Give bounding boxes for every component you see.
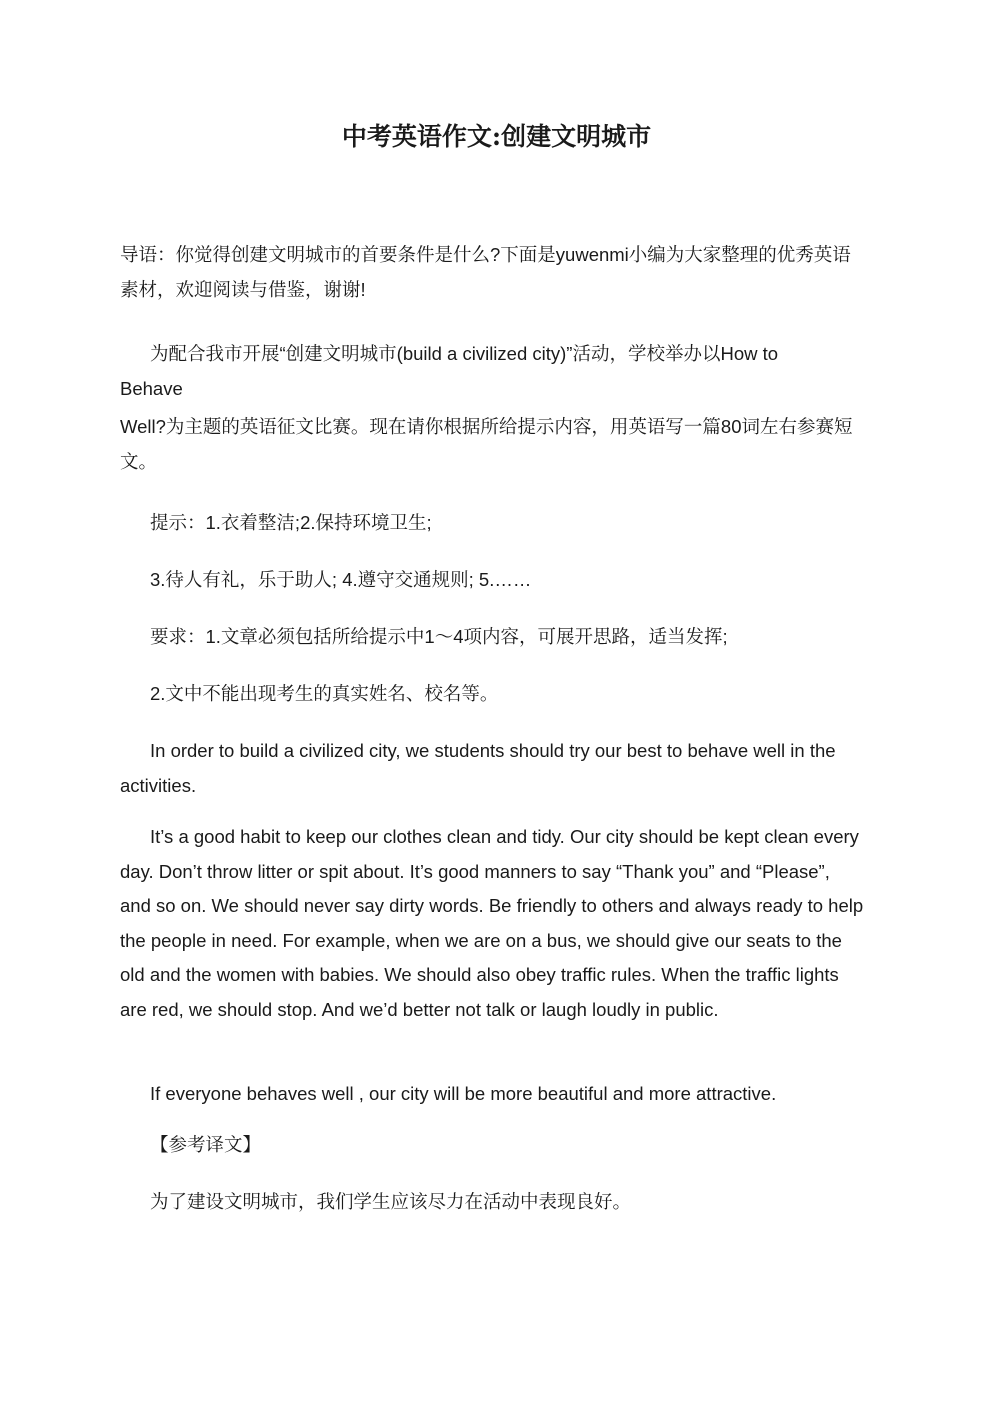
task-line-2: Behave [120, 378, 183, 399]
reference-translation-heading: 【参考译文】 [150, 1134, 262, 1155]
essay-paragraph-1: In order to build a civilized city, we students should try our best to behave well in the activities. [120, 740, 836, 796]
requirement-line-2: 2.文中不能出现考生的真实姓名、校名等。 [150, 683, 499, 704]
document-title: 中考英语作文:创建文明城市 [341, 122, 652, 151]
task-paragraph-line2 [120, 372, 865, 407]
task-line-1: 为配合我市开展“创建文明城市(build a civilized city)”活动，学校举办以How to [150, 343, 779, 364]
hint-line-1: 提示：1.衣着整洁;2.保持环境卫生; [150, 512, 432, 533]
translation-paragraph-1: 为了建设文明城市，我们学生应该尽力在活动中表现良好。 [150, 1191, 632, 1212]
essay-paragraph-3: If everyone behaves well , our city will be more beautiful and more attractive. [150, 1083, 777, 1104]
hint-line-2: 3.待人有礼，乐于助人; 4.遵守交通规则; 5.…… [150, 569, 532, 590]
requirement-line-1: 要求：1.文章必须包括所给提示中1～4项内容，可展开思路，适当发挥; [150, 626, 728, 647]
essay-paragraph-2: It’s a good habit to keep our clothes clean and tidy. Our city should be kept clean every day. Don’t throw litter or spit about. It’s good manners to say “Thank you” and “Please”, and so on. We should never say dirty words. Be friendly to others and always ready to help the people in need. For example, when we are on a bus, we should give our seats to the old and the women with babies. We should also obey traffic rules. When the traffic lights are red, we should stop. And we’d better not talk or laugh loudly in public. [120, 826, 864, 1020]
task-paragraph-line3: Well?为主题的英语征文比赛。现在请你根据所给提示内容，用英语写一篇80词左右参赛短文。 [120, 416, 853, 472]
task-paragraph-line1 [120, 337, 865, 372]
intro-paragraph: 导语：你觉得创建文明城市的首要条件是什么?下面是yuwenmi小编为大家整理的优秀英语素材，欢迎阅读与借鉴，谢谢! [120, 244, 851, 300]
